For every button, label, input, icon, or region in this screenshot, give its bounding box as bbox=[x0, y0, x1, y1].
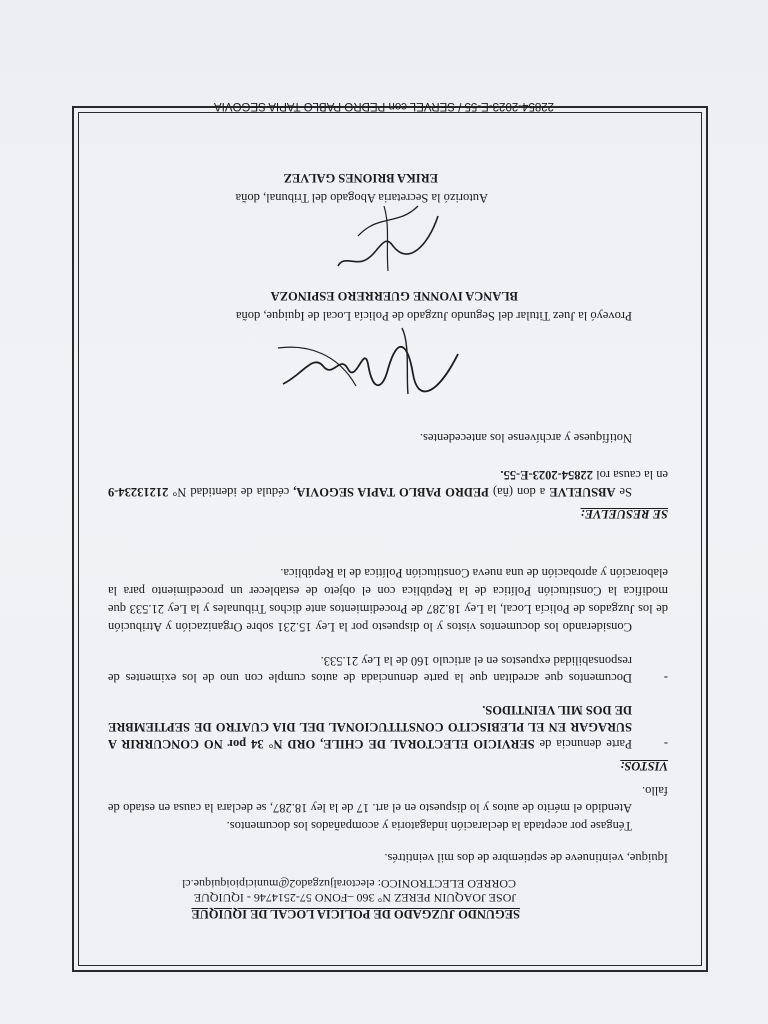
resolution-paragraph: Se ABSUELVE a don (ña) PEDRO PABLO TAPIA SEGOVIA, cédula de identidad N° 21213234-9 en la causa rol 22854-2023-E-55. bbox=[107, 468, 668, 499]
notifiquese-line: Notifíquese y archívense los antecedentes. bbox=[419, 431, 632, 445]
autorizo-line: Autorizó la Secretaria Abogado del Tribunal, doña bbox=[235, 191, 488, 205]
date-line: Iquique, veintinueve de septiembre de dos mil veintitrés. bbox=[384, 851, 668, 865]
court-title: SEGUNDO JUZGADO DE POLICIA LOCAL DE IQUIQUE bbox=[191, 907, 520, 921]
paragraph-fallo: Atendido el mérito de autos y lo dispuesto en el art. 17 de la ley 18.287, se declara la causa en estado de fallo. bbox=[108, 784, 668, 815]
considerando-paragraph: Considerando los documentos vistos y lo dispuesto por la Ley 15.231 sobre Organización y Atribución de los Juzgados de Policía Local, la Ley 18.287 de Procedimientos ante dichos Tribunales y la Ley 21.533 que modifica la Constitución Política de la República con el objeto de establecer un procedimiento para la elaboración y aprobación de una nueva Constitución Política de la República. bbox=[108, 566, 668, 634]
judge-name: BLANCA IVONNE GUERRERO ESPINOZA bbox=[270, 289, 518, 303]
vistos-item-2: - Documentos que acreditan que la parte denunciada de autos cumple con uno de los eximentes de responsabilidad expuestos en el articulo 160 de la Ley 21.533. bbox=[108, 654, 668, 685]
paragraph-documents: Téngase por aceptada la declaración indagatoria y acompañados los documentos. bbox=[226, 819, 632, 833]
vistos-item-1: - Parte denuncia de SERVICIO ELECTORAL DE CHILE, ORD N° 34 por NO CONCURRIR A SURAGAR EN EL PLEBISCITO CONSTITUCIONAL DEL DIA CUATRO DE SEPTIEMBRE DE DOS MIL VEINTIDOS. bbox=[108, 703, 668, 751]
court-address: JOSE JOAQUIN PEREZ N° 360 –FONO 57-2514746 - IQUIQUE bbox=[193, 891, 516, 905]
provee-line: Proveyó la Juez Titular del Segundo Juzgado de Policía Local de Iquique, doña bbox=[235, 309, 632, 323]
secretary-name: ERIKA BRIONES GALVEZ bbox=[283, 171, 438, 185]
case-reference: 22854-2023-E-55 / SERVEL con PEDRO PABLO TAPIA SEGOVIA bbox=[213, 100, 555, 112]
se-resuelve-heading: SE RESUELVE: bbox=[580, 507, 668, 521]
vistos-heading: VISTOS: bbox=[620, 759, 668, 773]
secretary-signature bbox=[328, 202, 448, 276]
court-email: CORREO ELECTRONICO: electoraljuzgado2@municipioiquique.cl bbox=[182, 877, 516, 891]
judge-signature bbox=[268, 322, 468, 414]
